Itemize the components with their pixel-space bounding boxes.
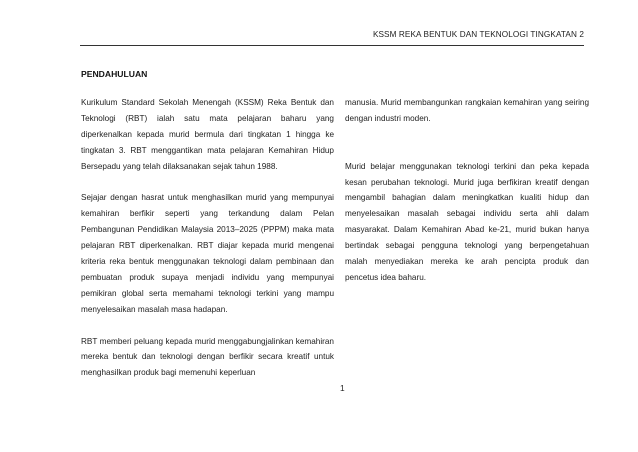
- section-heading: PENDAHULUAN: [81, 69, 148, 79]
- paragraph-spacer: [81, 318, 334, 334]
- left-column: [81, 95, 334, 381]
- left-paragraph-3: RBT memberi peluang kepada murid menggabungjalinkan kemahiran mereka bentuk dan teknologi dengan berfikir secara kreatif untuk menghasilkan produk bagi memenuhi keperluan: [81, 336, 334, 378]
- paragraph-spacer: [81, 175, 334, 191]
- right-paragraph-1: manusia. Murid membangunkan rangkaian kemahiran yang seiring dengan industri moden.: [345, 98, 589, 123]
- left-paragraph-2: Sejajar dengan hasrat untuk menghasilkan murid yang mempunyai kemahiran berfikir seperti yang terkandung dalam Pelan Pembangunan Pendidikan Malaysia 2013–2025 (PPPM) maka mata pelajaran RBT diperkenalkan. RBT diajar kepada murid mengenai kriteria reka bentuk menggunakan teknologi dalam pembinaan dan pembuatan produk supaya menjadi individu yang mempunyai pemikiran global serta memahami teknologi terkini yang mampu menyelesaikan masalah masa hadapan.: [81, 193, 334, 314]
- left-paragraph-1: Kurikulum Standard Sekolah Menengah (KSSM) Reka Bentuk dan Teknologi (RBT) ialah satu mata pelajaran baharu yang diperkenalkan kepada murid bermula dari tingkatan 1 hingga ke tingkatan 3. RBT menggantikan mata pelajaran Kemahiran Hidup Bersepadu yang telah dilaksanakan sejak tahun 1988.: [81, 98, 334, 171]
- paragraph-spacer: [345, 127, 589, 159]
- right-column: [345, 95, 589, 286]
- right-paragraph-2: Murid belajar menggunakan teknologi terkini dan peka kepada kesan perubahan teknologi. Murid juga berfikiran kreatif dengan mengambil bahagian dalam meningkatkan kualiti hidup dan menyelesaikan masalah sebagai individu serta ahli dalam masyarakat. Dalam Kemahiran Abad ke-21, murid bukan hanya bertindak sebagai pengguna teknologi yang berpengetahuan malah menyediakan mereka ke arah pencipta produk dan pencetus idea baharu.: [345, 161, 589, 282]
- running-header: KSSM REKA BENTUK DAN TEKNOLOGI TINGKATAN 2: [372, 30, 584, 39]
- header-rule: [80, 45, 584, 46]
- page-number: 1: [340, 383, 345, 393]
